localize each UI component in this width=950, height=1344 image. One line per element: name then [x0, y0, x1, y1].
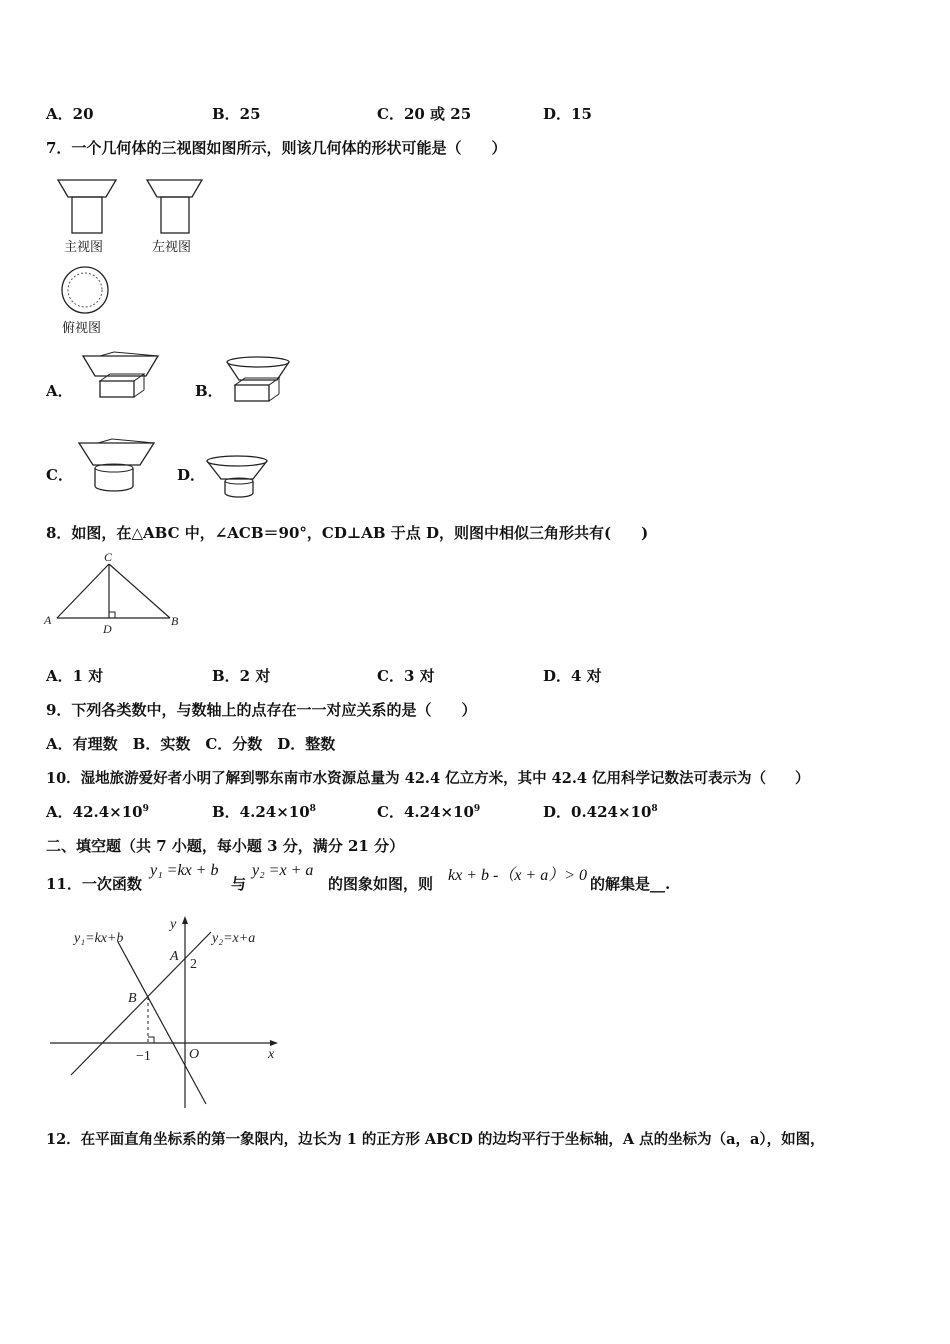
q8-point-c: C — [104, 550, 113, 564]
q7-option-a-figure — [80, 350, 162, 402]
q11-mid: 与 — [231, 875, 247, 893]
q10-option-c: C．$4.24\times 10^9$ — [377, 803, 481, 821]
q11-y-tick: 2 — [190, 957, 197, 972]
q10-option-b: B．$4.24\times 10^8$ — [212, 803, 316, 821]
q7-option-a: A． — [46, 382, 73, 400]
q8-point-d: D — [103, 622, 112, 636]
q11-inequality: kx + b -（x + a）> 0 — [448, 867, 588, 884]
q11-x-tick: −1 — [136, 1049, 151, 1064]
q8-stem: 8．如图，在△ABC 中，∠ACB＝90°，CD⊥AB 于点 D，则图中相似三角形共有( ) — [46, 524, 649, 542]
q6-option-c: C．20 或 25 — [377, 105, 472, 123]
q10-option-d: D．$0.424\times 10^8$ — [543, 803, 658, 821]
q7-front-view-label: 主视图 — [64, 240, 104, 255]
q8-option-c: C．3 对 — [377, 667, 435, 685]
q7-stem: 7．一个几何体的三视图如图所示，则该几何体的形状可能是（ ） — [46, 139, 507, 157]
q11-origin-label: O — [189, 1047, 200, 1062]
q8-triangle-figure — [40, 548, 190, 638]
q11-label-y2: y₂=x+a — [212, 931, 256, 946]
q7-option-c-figure — [76, 438, 158, 496]
q11-x-axis-label: x — [268, 1047, 275, 1062]
section-2-title: 二、填空题（共 7 小题，每小题 3 分，满分 21 分） — [46, 837, 405, 855]
q11-prefix: 11．一次函数 — [46, 875, 142, 893]
q6-option-a: A．20 — [46, 105, 94, 123]
q8-point-a: A — [44, 613, 52, 627]
q11-function-2: y₂ =x + a — [252, 862, 314, 879]
q8-option-a: A．1 对 — [46, 667, 104, 685]
q6-option-b: B．25 — [212, 105, 261, 123]
q9-stem: 9．下列各类数中，与数轴上的点存在一一对应关系的是（ ） — [46, 701, 477, 719]
q11-suffix: 的解集是__. — [590, 875, 671, 893]
q7-option-b: B． — [195, 382, 223, 400]
q7-option-b-figure — [225, 352, 295, 406]
q11-mid2: 的图象如图，则 — [328, 875, 434, 893]
q8-point-b: B — [171, 614, 179, 628]
q7-option-c: C． — [46, 466, 73, 484]
q12-stem: 12．在平面直角坐标系的第一象限内，边长为 1 的正方形 ABCD 的边均平行于坐标轴，A 点的坐标为（a，a），如图， — [46, 1131, 825, 1148]
q11-y-axis-label: y — [170, 917, 177, 932]
q7-top-view-label: 俯视图 — [62, 321, 102, 336]
q11-function-1: y₁ =kx + b — [150, 862, 219, 879]
q8-option-d: D．4 对 — [543, 667, 602, 685]
q11-point-a: A — [170, 949, 179, 964]
q11-graph — [46, 912, 286, 1112]
q9-options: A．有理数 B．实数 C．分数 D．整数 — [46, 735, 336, 753]
q7-left-view-label: 左视图 — [152, 240, 192, 255]
q10-option-a: A．$42.4\times 10^9$ — [46, 803, 149, 821]
q11-point-b: B — [128, 991, 137, 1006]
q10-stem: 10．湿地旅游爱好者小明了解到鄂东南市水资源总量为 42.4 亿立方米，其中 42.4 亿用科学记数法可表示为（ ） — [46, 770, 810, 787]
q8-option-b: B．2 对 — [212, 667, 271, 685]
q7-option-d-figure — [205, 454, 273, 500]
q11-label-y1: y₁=kx+b — [74, 931, 124, 946]
q7-option-d: D． — [177, 466, 206, 484]
q6-option-d: D．15 — [543, 105, 592, 123]
